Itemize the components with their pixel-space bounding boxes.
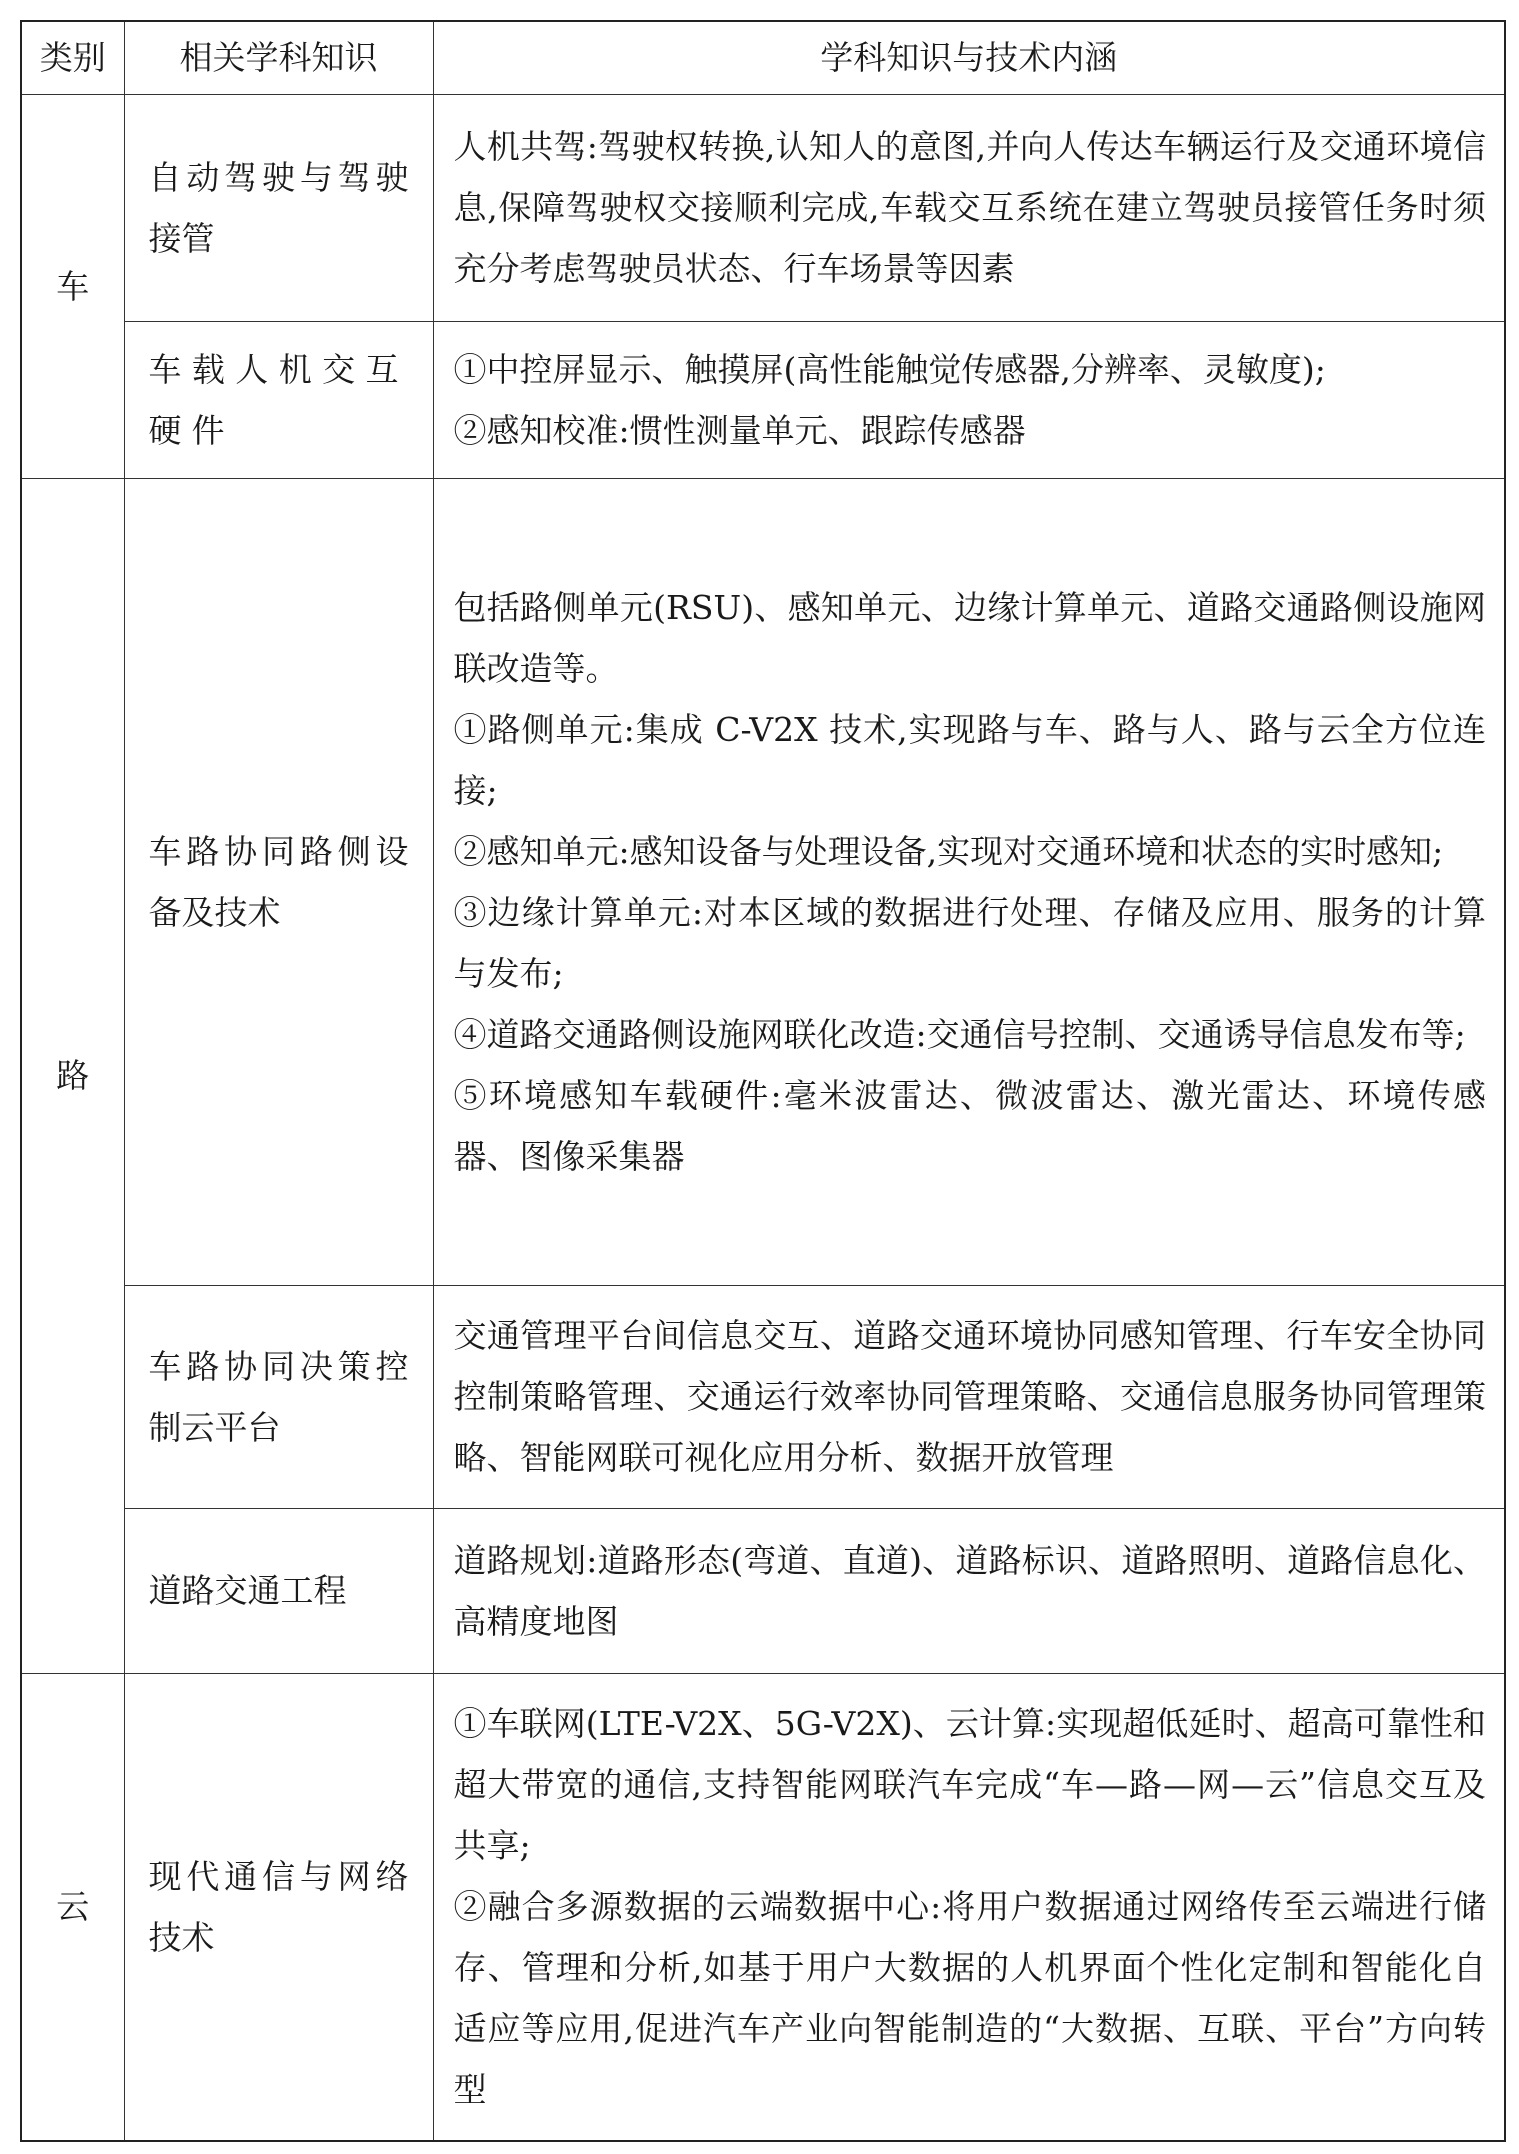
description-cell: [433, 478, 1505, 1285]
table-row: [21, 478, 1505, 1285]
description-line: 包括路侧单元(RSU)、感知单元、边缘计算单元、道路交通路侧设施网联改造等。: [453, 587, 1486, 688]
subject-cell: 车路协同路侧设备及技术: [124, 478, 433, 1285]
description-line: 交通管理平台间信息交互、道路交通环境协同感知管理、行车安全协同控制策略管理、交通运行效率协同管理策略、交通信息服务协同管理策略、智能网联可视化应用分析、数据开放管理: [453, 1316, 1486, 1477]
table-row: [21, 1673, 1505, 2141]
description-cell: [433, 321, 1505, 478]
description-line: ①路侧单元:集成 C-V2X 技术,实现路与车、路与人、路与云全方位连接;: [453, 709, 1486, 810]
table-row: [21, 1285, 1505, 1508]
subject-cell: 自动驾驶与驾驶接管: [124, 94, 433, 321]
description-line: ②融合多源数据的云端数据中心:将用户数据通过网络传至云端进行储存、管理和分析,如基于用户大数据的人机界面个性化定制和智能化自适应等应用,促进汽车产业向智能制造的“大数据、互联、平台”方向转型: [453, 1887, 1486, 2110]
subject-cell: 现代通信与网络技术: [124, 1673, 433, 2141]
description-line: 道路规划:道路形态(弯道、直道)、道路标识、道路照明、道路信息化、高精度地图: [453, 1540, 1486, 1641]
category-cell-vehicle: 车: [21, 94, 124, 478]
description-cell: [433, 1508, 1505, 1673]
table-row: [21, 321, 1505, 478]
header-row: [21, 21, 1505, 94]
header-category: 类别: [21, 21, 124, 94]
category-cell-road: 路: [21, 478, 124, 1673]
table-row: [21, 94, 1505, 321]
description-cell: [433, 1673, 1505, 2141]
header-description: 学科知识与技术内涵: [433, 21, 1505, 94]
description-line: ⑤环境感知车载硬件:毫米波雷达、微波雷达、激光雷达、环境传感器、图像采集器: [453, 1075, 1486, 1176]
table-header: [21, 21, 1505, 94]
knowledge-table: [20, 20, 1506, 2142]
description-line: ②感知单元:感知设备与处理设备,实现对交通环境和状态的实时感知;: [453, 831, 1444, 871]
description-line: ③边缘计算单元:对本区域的数据进行处理、存储及应用、服务的计算与发布;: [453, 892, 1486, 993]
description-cell: [433, 94, 1505, 321]
category-cell-cloud: 云: [21, 1673, 124, 2141]
description-line: ①车联网(LTE-V2X、5G-V2X)、云计算:实现超低延时、超高可靠性和超大带宽的通信,支持智能网联汽车完成“车—路—网—云”信息交互及共享;: [453, 1704, 1486, 1866]
description-line: 人机共驾:驾驶权转换,认知人的意图,并向人传达车辆运行及交通环境信息,保障驾驶权交接顺利完成,车载交互系统在建立驾驶员接管任务时须充分考虑驾驶员状态、行车场景等因素: [453, 127, 1486, 288]
subject-cell: 车路协同决策控制云平台: [124, 1285, 433, 1508]
description-cell: [433, 1285, 1505, 1508]
table-body: [21, 94, 1505, 2141]
header-subject: 相关学科知识: [124, 21, 433, 94]
subject-cell: 车载人机交互硬件: [124, 321, 433, 478]
subject-cell: 道路交通工程: [124, 1508, 433, 1673]
description-line: ①中控屏显示、触摸屏(高性能触觉传感器,分辨率、灵敏度);: [453, 349, 1326, 389]
description-line: ②感知校准:惯性测量单元、跟踪传感器: [453, 410, 1026, 450]
table-row: [21, 1508, 1505, 1673]
description-line: ④道路交通路侧设施网联化改造:交通信号控制、交通诱导信息发布等;: [453, 1014, 1466, 1054]
